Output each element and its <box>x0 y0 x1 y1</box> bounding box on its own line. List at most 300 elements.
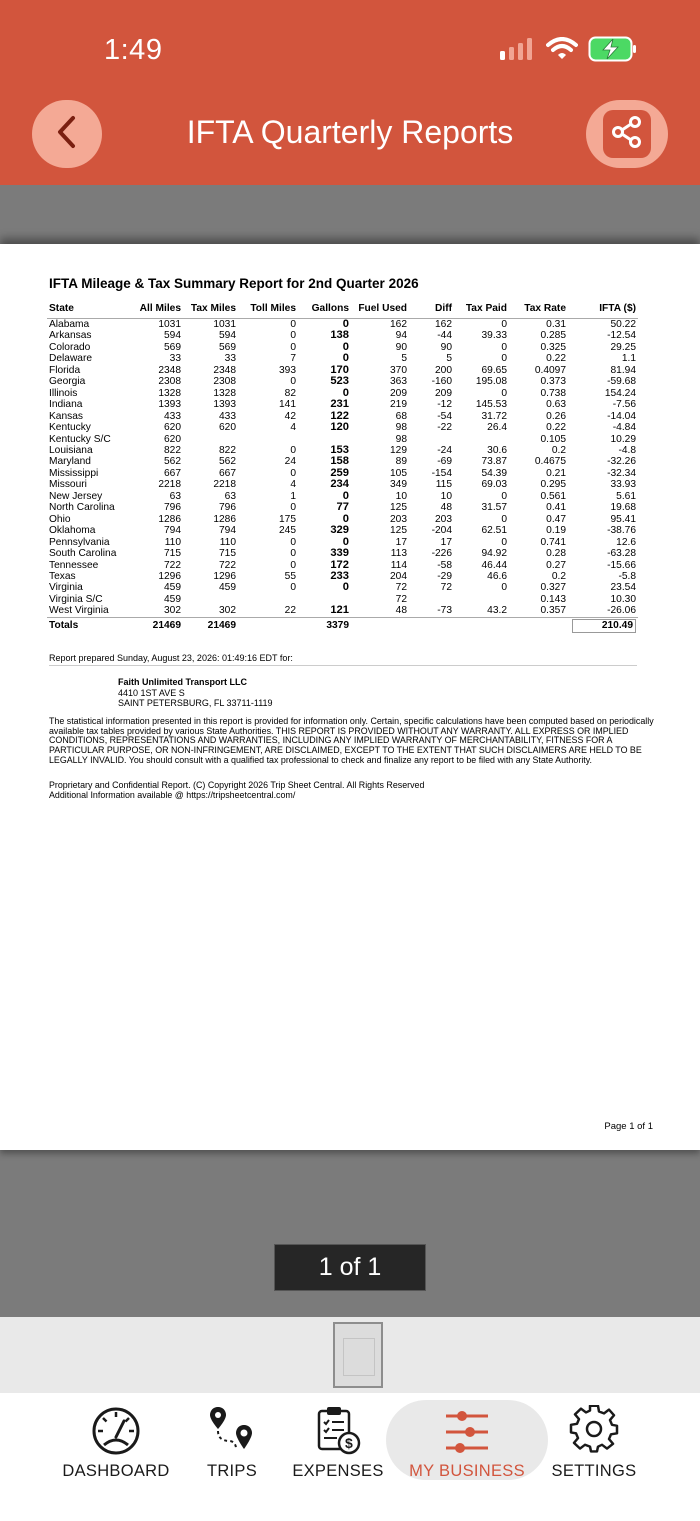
table-cell-all: 433 <box>164 410 181 422</box>
disclaimer-text: The statistical information presented in this report is provided for information only. Certain, specific calculations have been computed based on periodically available tax tables provided by various State Authorities. THIS REPORT IS PROVIDED WITHOUT ANY WARRANTY. ALL EXPRESS OR IMPLIED CONDITIONS, REPRESENTATIONS AND WARRANTIES, INCLUDING ANY IMPLIED WARRANTY OF MERCHANTABILITY, FITNESS FOR A PARTICULAR PURPOSE, OR NON-INFRINGEMENT, ARE DISCLAIMED, EXCEPT TO THE EXTENT THAT SUCH DISCLAIMERS ARE HELD TO BE LEGALLY INVALID. You should consult with a qualified tax professional to check and finalize any report to be filed with any State Authority. <box>49 716 654 765</box>
table-cell-state: Louisiana <box>49 444 93 456</box>
tab-label: MY BUSINESS <box>409 1462 525 1480</box>
table-cell-tax: 2348 <box>213 364 236 376</box>
table-cell-rate: 0.31 <box>546 319 566 330</box>
table-cell-tax: 562 <box>219 456 236 468</box>
table-cell-ifta: 23.54 <box>610 582 636 594</box>
table-cell-diff <box>409 434 454 445</box>
table-cell-ifta: -26.06 <box>607 605 636 617</box>
table-cell-toll: 42 <box>284 410 296 422</box>
clipboard-dollar-icon <box>313 1405 363 1460</box>
table-cell-all: 667 <box>164 467 181 479</box>
totals-cell-tax: 21469 <box>183 617 238 634</box>
table-cell-gal: 172 <box>330 558 349 571</box>
table-cell-paid: 0 <box>501 353 507 365</box>
table-cell-diff: -69 <box>437 456 452 468</box>
table-cell-all: 63 <box>169 490 181 502</box>
table-cell-paid: 0 <box>501 513 507 525</box>
table-cell-state: Indiana <box>49 399 83 411</box>
column-header: Tax Paid <box>454 303 509 319</box>
table-cell-gal: 259 <box>330 466 349 479</box>
table-cell-fuel: 370 <box>390 364 407 376</box>
status-time: 1:49 <box>104 34 163 66</box>
tab-label: DASHBOARD <box>62 1462 170 1480</box>
table-cell-rate: 0.741 <box>540 536 566 548</box>
table-row <box>47 399 638 410</box>
company-block <box>118 677 273 709</box>
table-cell-paid: 39.33 <box>481 330 507 342</box>
table-cell-all: 794 <box>164 525 181 537</box>
totals-cell-label: Totals <box>47 617 129 634</box>
table-cell-ifta: 29.25 <box>610 341 636 353</box>
table-cell-toll: 0 <box>290 502 296 514</box>
table-cell-paid: 0 <box>501 341 507 353</box>
table-cell-all: 1296 <box>158 570 181 582</box>
table-cell-gal: 0 <box>342 318 349 330</box>
table-cell-rate: 0.19 <box>546 525 566 537</box>
table-cell-rate: 0.22 <box>546 422 566 434</box>
table-cell-toll <box>238 434 298 445</box>
table-cell-tax: 2218 <box>213 479 236 491</box>
table-cell-diff: 72 <box>440 582 452 594</box>
table-cell-fuel: 125 <box>390 502 407 514</box>
table-cell-toll: 0 <box>290 319 296 330</box>
table-body <box>47 319 638 634</box>
table-row <box>47 582 638 593</box>
table-cell-fuel: 94 <box>395 330 407 342</box>
table-cell-diff: -204 <box>431 525 452 537</box>
gear-icon <box>569 1405 619 1460</box>
table-cell-gal: 77 <box>336 501 349 514</box>
table-cell-state: Ohio <box>49 513 71 525</box>
totals-row <box>47 617 638 634</box>
table-cell-ifta: -14.04 <box>607 410 636 422</box>
report-page[interactable] <box>0 244 700 1150</box>
column-header: Gallons <box>298 303 351 319</box>
bottom-tab-bar <box>0 1393 700 1521</box>
table-cell-all: 822 <box>164 444 181 456</box>
table-cell-fuel: 48 <box>395 605 407 617</box>
table-cell-fuel: 68 <box>395 410 407 422</box>
table-cell-rate: 0.21 <box>546 467 566 479</box>
table-cell-state: Maryland <box>49 456 91 468</box>
table-cell-fuel: 209 <box>390 387 407 399</box>
table-cell-all: 715 <box>164 548 181 560</box>
table-cell-gal: 121 <box>330 604 349 617</box>
table-cell-toll: 0 <box>290 341 296 353</box>
table-cell-fuel: 105 <box>390 467 407 479</box>
table-cell-gal: 0 <box>342 386 349 399</box>
table-row <box>47 422 638 433</box>
table-cell-tax: 667 <box>219 467 236 479</box>
table-cell-gal: 0 <box>342 535 349 548</box>
table-cell-all: 620 <box>164 433 181 445</box>
table-cell-fuel: 162 <box>390 319 407 330</box>
table-cell-rate: 0.143 <box>540 593 566 605</box>
table-cell-tax: 1296 <box>213 570 236 582</box>
thumbnail-strip <box>0 1317 700 1393</box>
table-cell-diff: 5 <box>446 353 452 365</box>
tab-settings[interactable] <box>550 1401 638 1481</box>
table-cell-all: 2308 <box>158 376 181 388</box>
totals-cell-empty <box>454 617 509 634</box>
column-header: Tax Miles <box>183 303 238 319</box>
table-cell-toll: 4 <box>290 422 296 434</box>
table-cell-tax: 1031 <box>213 319 236 330</box>
table-cell-all: 459 <box>164 593 181 605</box>
table-cell-fuel: 203 <box>390 513 407 525</box>
table-cell-diff: 162 <box>435 319 452 330</box>
table-cell-tax: 569 <box>219 341 236 353</box>
tab-dashboard[interactable] <box>64 1401 168 1481</box>
table-cell-gal: 0 <box>342 340 349 353</box>
table-cell-toll: 7 <box>290 353 296 365</box>
table-cell-diff: -73 <box>437 605 452 617</box>
table-cell-ifta: 81.94 <box>610 364 636 376</box>
table-cell-ifta: -7.56 <box>612 399 636 411</box>
column-header: State <box>47 303 129 319</box>
table-cell-gal: 170 <box>330 363 349 376</box>
table-cell-diff: 10 <box>440 490 452 502</box>
table-cell-all: 1286 <box>158 513 181 525</box>
table-cell-diff: -54 <box>437 410 452 422</box>
table-cell-state: Mississippi <box>49 467 99 479</box>
table-cell-tax: 433 <box>219 410 236 422</box>
table-cell-rate: 0.47 <box>546 513 566 525</box>
share-icon-container <box>603 110 651 158</box>
table-cell-tax <box>183 434 238 445</box>
table-cell-state: Texas <box>49 570 76 582</box>
table-cell-paid: 0 <box>501 582 507 594</box>
route-pin-icon <box>208 1405 256 1460</box>
report-title: IFTA Mileage & Tax Summary Report for 2nd Quarter 2026 <box>49 276 419 291</box>
table-cell-all: 594 <box>164 330 181 342</box>
table-cell-toll: 0 <box>290 548 296 560</box>
table-cell-paid: 31.72 <box>481 410 507 422</box>
table-cell-ifta: 5.61 <box>616 490 636 502</box>
table-cell-paid: 0 <box>501 490 507 502</box>
table-cell-rate: 0.27 <box>546 559 566 571</box>
table-cell-fuel: 5 <box>401 353 407 365</box>
table-cell-ifta: 50.22 <box>610 319 636 330</box>
table-cell-diff: -44 <box>437 330 452 342</box>
table-cell-paid: 62.51 <box>481 525 507 537</box>
table-cell-fuel: 17 <box>395 536 407 548</box>
table-cell-diff: -22 <box>437 422 452 434</box>
table-cell-state: Virginia <box>49 582 83 594</box>
table-cell-fuel: 113 <box>390 548 407 560</box>
table-cell-fuel: 72 <box>395 593 407 605</box>
table-cell-all: 722 <box>164 559 181 571</box>
table-cell-state: Illinois <box>49 387 78 399</box>
table-cell-toll: 0 <box>290 467 296 479</box>
table-cell-state: South Carolina <box>49 548 117 560</box>
tab-label: EXPENSES <box>292 1462 384 1480</box>
table-cell-gal: 158 <box>330 455 349 468</box>
table-cell-ifta: -63.28 <box>607 548 636 560</box>
table-cell-diff: 209 <box>435 387 452 399</box>
table-cell-tax: 822 <box>219 444 236 456</box>
table-cell-paid: 46.44 <box>481 559 507 571</box>
table-cell-toll: 0 <box>290 376 296 388</box>
table-cell-fuel: 89 <box>395 456 407 468</box>
table-cell-rate: 0.63 <box>546 399 566 411</box>
table-cell-gal: 233 <box>330 569 349 582</box>
table-cell-all: 33 <box>169 353 181 365</box>
table-cell-paid: 30.6 <box>487 444 507 456</box>
column-header: Fuel Used <box>351 303 409 319</box>
table-cell-state: Missouri <box>49 479 87 491</box>
table-cell-paid: 26.4 <box>487 422 507 434</box>
table-cell-gal: 339 <box>330 547 349 560</box>
table-cell-paid: 69.03 <box>481 479 507 491</box>
table-cell-all: 2218 <box>158 479 181 491</box>
table-cell-paid: 0 <box>501 387 507 399</box>
table-cell-tax: 594 <box>219 330 236 342</box>
tab-label: SETTINGS <box>551 1462 637 1480</box>
table-cell-gal: 523 <box>330 375 349 388</box>
table-cell-rate: 0.26 <box>546 410 566 422</box>
table-cell-state: Pennsylvania <box>49 536 110 548</box>
table-cell-toll: 175 <box>279 513 296 525</box>
table-cell-toll: 55 <box>284 570 296 582</box>
table-cell-fuel: 125 <box>390 525 407 537</box>
tab-my-business[interactable] <box>386 1401 548 1481</box>
table-cell-ifta: 33.93 <box>610 479 636 491</box>
page-number-label: Page 1 of 1 <box>604 1121 653 1132</box>
totals-cell-ifta <box>568 617 638 634</box>
table-cell-rate: 0.2 <box>551 570 566 582</box>
table-cell-tax: 1328 <box>213 387 236 399</box>
column-header: Tax Rate <box>509 303 568 319</box>
table-cell-toll: 0 <box>290 559 296 571</box>
table-cell-state: Florida <box>49 364 81 376</box>
table-row <box>47 502 638 513</box>
table-cell-state: Alabama <box>49 319 90 330</box>
table-cell-ifta: 10.30 <box>610 593 636 605</box>
table-cell-rate: 0.738 <box>540 387 566 399</box>
table-cell-diff: 17 <box>440 536 452 548</box>
table-cell-toll: 0 <box>290 330 296 342</box>
table-cell-state: Kentucky S/C <box>49 433 111 445</box>
table-cell-gal: 0 <box>342 352 349 365</box>
totals-cell-empty <box>351 617 409 634</box>
table-cell-rate: 0.561 <box>540 490 566 502</box>
company-address-line1: 4410 1ST AVE S <box>118 687 185 698</box>
column-header: Diff <box>409 303 454 319</box>
table-cell-ifta: 10.29 <box>610 433 636 445</box>
table-cell-state: Kentucky <box>49 422 91 434</box>
table-cell-fuel: 98 <box>395 422 407 434</box>
ifta-total-box: 210.49 <box>572 619 636 633</box>
table-cell-paid: 43.2 <box>487 605 507 617</box>
totals-cell-empty <box>238 617 298 634</box>
table-cell-state: North Carolina <box>49 502 115 514</box>
table-cell-tax: 620 <box>219 422 236 434</box>
table-cell-gal: 0 <box>342 581 349 594</box>
table-cell-paid: 31.57 <box>481 502 507 514</box>
table-cell-state: Tennessee <box>49 559 99 571</box>
table-cell-toll: 141 <box>279 399 296 411</box>
table-cell-fuel: 90 <box>395 341 407 353</box>
app-header <box>0 0 700 185</box>
table-cell-paid: 54.39 <box>481 467 507 479</box>
tab-label: TRIPS <box>206 1462 258 1480</box>
table-cell-fuel: 129 <box>390 444 407 456</box>
table-cell-state: Kansas <box>49 410 83 422</box>
table-cell-toll: 393 <box>279 364 296 376</box>
table-cell-ifta: -4.8 <box>618 444 636 456</box>
table-cell-tax: 2308 <box>213 376 236 388</box>
table-cell-toll: 0 <box>290 582 296 594</box>
table-cell-state: Georgia <box>49 376 86 388</box>
table-cell-all: 459 <box>164 582 181 594</box>
table-cell-paid <box>454 594 509 605</box>
table-cell-all: 562 <box>164 456 181 468</box>
table-cell-diff: -29 <box>437 570 452 582</box>
table-cell-diff <box>409 594 454 605</box>
tab-expenses[interactable] <box>292 1401 384 1481</box>
table-cell-tax: 63 <box>224 490 236 502</box>
table-cell-all: 569 <box>164 341 181 353</box>
cellular-signal-icon <box>500 37 536 66</box>
table-cell-ifta: 12.6 <box>616 536 636 548</box>
table-cell-gal: 153 <box>330 443 349 456</box>
table-cell-ifta: 19.68 <box>610 502 636 514</box>
page-title: IFTA Quarterly Reports <box>186 114 514 150</box>
pdf-viewer[interactable] <box>0 185 700 1317</box>
table-cell-fuel: 10 <box>395 490 407 502</box>
table-cell-tax: 715 <box>219 548 236 560</box>
column-header: Toll Miles <box>238 303 298 319</box>
table-cell-fuel: 349 <box>390 479 407 491</box>
table-cell-tax: 794 <box>219 525 236 537</box>
table-cell-fuel: 363 <box>390 376 407 388</box>
table-cell-paid <box>454 434 509 445</box>
copyright-text: Proprietary and Confidential Report. (C) Copyright 2026 Trip Sheet Central. All Rights Reserved <box>49 780 425 790</box>
more-info-link[interactable]: Additional Information available @ https://tripsheetcentral.com/ <box>49 789 296 800</box>
table-cell-state: Delaware <box>49 353 93 365</box>
table-cell-state: Virginia S/C <box>49 593 103 605</box>
table-cell-state: Arkansas <box>49 330 92 342</box>
table-cell-state: New Jersey <box>49 490 103 502</box>
ifta-summary-table <box>47 303 638 634</box>
table-cell-rate: 0.2 <box>551 444 566 456</box>
table-cell-paid: 73.87 <box>481 456 507 468</box>
table-cell-tax: 722 <box>219 559 236 571</box>
table-cell-toll: 245 <box>279 525 296 537</box>
table-cell-gal: 0 <box>342 512 349 525</box>
totals-cell-empty <box>409 617 454 634</box>
table-cell-all: 796 <box>164 502 181 514</box>
table-cell-ifta: 1.1 <box>621 353 636 365</box>
table-cell-rate: 0.4675 <box>534 456 566 468</box>
table-cell-diff: 48 <box>440 502 452 514</box>
table-cell-ifta: -32.26 <box>607 456 636 468</box>
share-button[interactable] <box>586 100 668 168</box>
tab-trips[interactable] <box>200 1401 264 1481</box>
table-cell-toll: 22 <box>284 605 296 617</box>
status-icons <box>500 36 638 67</box>
table-cell-tax: 33 <box>224 353 236 365</box>
table-cell-diff: 90 <box>440 341 452 353</box>
table-cell-toll <box>238 594 298 605</box>
table-cell-ifta: -4.84 <box>612 422 636 434</box>
table-cell-toll: 0 <box>290 536 296 548</box>
table-cell-gal: 0 <box>342 489 349 502</box>
table-cell-tax: 110 <box>219 536 236 548</box>
table-cell-rate: 0.41 <box>546 502 566 514</box>
table-cell-diff: -226 <box>431 548 452 560</box>
table-cell-diff: -154 <box>431 467 452 479</box>
table-cell-state: West Virginia <box>49 605 109 617</box>
table-cell-rate: 0.285 <box>540 330 566 342</box>
table-cell-state: Colorado <box>49 341 91 353</box>
svg-text:$: $ <box>344 1435 354 1451</box>
table-cell-gal: 138 <box>330 329 349 342</box>
table-cell-ifta: -32.34 <box>607 467 636 479</box>
table-cell-ifta: 154.24 <box>604 387 636 399</box>
table-cell-gal: 231 <box>330 398 349 411</box>
table-cell-toll: 82 <box>284 387 296 399</box>
table-cell-toll: 24 <box>284 456 296 468</box>
table-cell-diff: -160 <box>431 376 452 388</box>
table-cell-rate: 0.4097 <box>534 364 566 376</box>
table-cell-gal: 329 <box>330 524 349 537</box>
sliders-icon <box>442 1409 492 1460</box>
totals-cell-empty <box>509 617 568 634</box>
table-cell-diff: -58 <box>437 559 452 571</box>
table-cell-ifta: -59.68 <box>607 376 636 388</box>
table-cell-tax: 459 <box>219 582 236 594</box>
table-row <box>47 525 638 536</box>
company-name: Faith Unlimited Transport LLC <box>118 677 248 687</box>
table-cell-diff: -12 <box>437 399 452 411</box>
table-cell-rate: 0.357 <box>540 605 566 617</box>
table-cell-tax: 302 <box>219 605 236 617</box>
table-cell-fuel: 72 <box>395 582 407 594</box>
table-cell-rate: 0.327 <box>540 582 566 594</box>
table-cell-paid: 195.08 <box>475 376 507 388</box>
table-cell-ifta: -12.54 <box>607 330 636 342</box>
table-cell-fuel: 204 <box>390 570 407 582</box>
table-cell-gal: 120 <box>330 421 349 434</box>
table-cell-all: 620 <box>164 422 181 434</box>
table-cell-diff: 200 <box>435 364 452 376</box>
table-cell-ifta: -38.76 <box>607 525 636 537</box>
table-cell-toll: 1 <box>290 490 296 502</box>
table-cell-fuel: 114 <box>390 559 407 571</box>
column-header: IFTA ($) <box>568 303 638 319</box>
table-cell-gal: 122 <box>330 409 349 422</box>
table-cell-state: Oklahoma <box>49 525 96 537</box>
table-cell-paid: 0 <box>501 536 507 548</box>
report-footer <box>49 781 424 800</box>
table-cell-all: 1328 <box>158 387 181 399</box>
table-cell-tax: 1286 <box>213 513 236 525</box>
table-cell-diff: 115 <box>435 479 452 491</box>
table-cell-all: 1393 <box>158 399 181 411</box>
page-thumbnail[interactable] <box>333 1322 383 1388</box>
table-cell-diff: 203 <box>435 513 452 525</box>
table-cell-all: 2348 <box>158 364 181 376</box>
table-cell-diff: -24 <box>437 444 452 456</box>
table-cell-rate: 0.295 <box>540 479 566 491</box>
table-cell-all: 110 <box>164 536 181 548</box>
table-cell-ifta: -5.8 <box>618 570 636 582</box>
table-cell-paid: 69.65 <box>481 364 507 376</box>
table-cell-tax: 1393 <box>213 399 236 411</box>
